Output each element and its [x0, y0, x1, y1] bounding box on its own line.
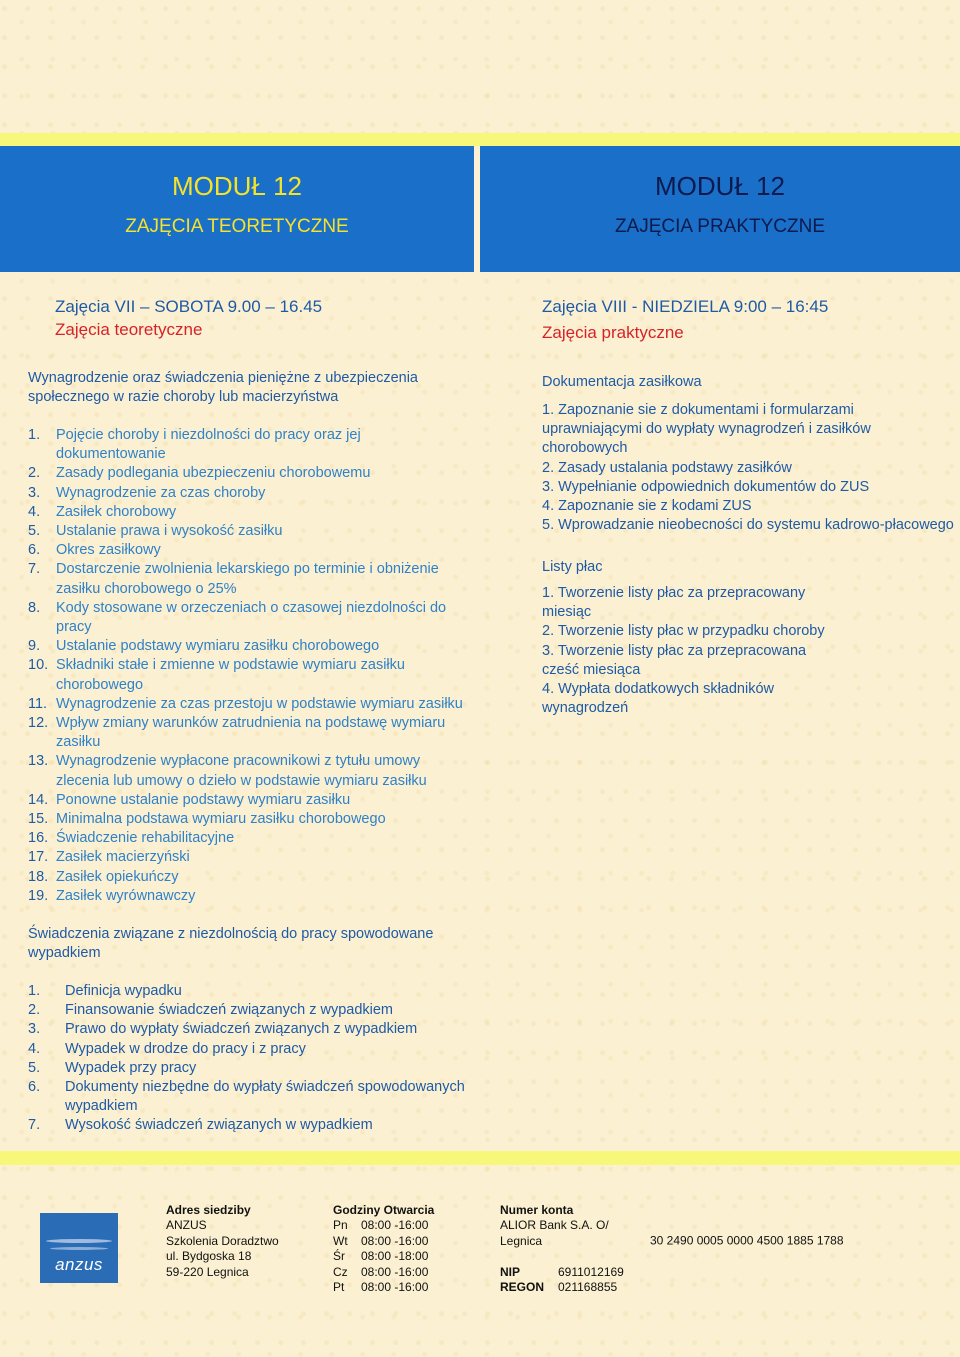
doc-topics-list: [542, 401, 954, 535]
payroll-section-title: Listy płac: [542, 559, 603, 575]
list-item: 4. Wypadek w drodze do pracy i z pracy: [28, 1040, 306, 1057]
hours-row: Śr 08:00 -18:00: [333, 1249, 429, 1264]
accident-title-line2: wypadkiem: [28, 945, 101, 961]
logo-wave-top: [46, 1239, 112, 1243]
list-item: 1. Zapoznanie sie z dokumentami i formularzami uprawniającymi do wypłaty wynagrodzeń i zasiłków chorobowych: [542, 402, 871, 457]
logo-wave-bottom: [50, 1247, 108, 1250]
list-item: 1. Definicja wypadku: [28, 983, 182, 999]
hours-row: Wt 08:00 -16:00: [333, 1233, 429, 1248]
list-item: 3. Tworzenie listy płac za przepracowana cześć miesiąca: [542, 642, 807, 678]
list-item: 2. Zasady podlegania ubezpieczeniu chorobowemu: [28, 465, 371, 482]
header-practice-title: MODUŁ 12: [654, 171, 786, 201]
list-item: 7. Dostarczenie zwolnienia lekarskiego po terminie i obniżenie zasiłku chorobowego o 25%: [28, 561, 439, 597]
header-theory: [0, 146, 474, 272]
left-session: Zajęcia VII – SOBOTA 9.00 – 16.45: [55, 297, 323, 316]
left-section-title-line2: społecznego w razie choroby lub macierzyństwa: [28, 389, 339, 405]
list-item: 2. Tworzenie listy płac w przypadku choroby: [542, 623, 825, 640]
hours-row: Pn 08:00 -16:00: [333, 1218, 429, 1233]
address-label: Adres siedziby: [166, 1203, 251, 1217]
footer-stripe: [0, 1151, 960, 1165]
list-item: 6. Okres zasiłkowy: [28, 542, 161, 559]
list-item: 3. Wynagrodzenie za czas choroby: [28, 484, 266, 501]
list-item: 13. Wynagrodzenie wypłacone pracownikowi z tytułu umowy zlecenia lub umowy o dzieło w podstawie wymiaru zasiłku: [28, 753, 427, 789]
left-section-title: [28, 369, 468, 407]
payroll-topics-list: [542, 584, 842, 718]
right-session: Zajęcia VIII - NIEDZIELA 9:00 – 16:45: [542, 297, 829, 316]
footer-hours: [333, 1203, 483, 1295]
account-label: Numer konta: [500, 1203, 574, 1217]
hours-label: Godziny Otwarcia: [333, 1203, 435, 1217]
header-practice: [480, 146, 960, 272]
account-row: ALIOR Bank S.A. O/ Legnica 30 2490 0005 0000 4500 1885 1788: [500, 1218, 844, 1248]
list-item: 5. Wypadek przy pracy: [28, 1059, 197, 1076]
header-theory-title: MODUŁ 12: [171, 171, 303, 201]
hours-row: Cz 08:00 -16:00: [333, 1264, 429, 1279]
list-item: 3. Wypełnianie odpowiednich dokumentów do ZUS: [542, 478, 870, 495]
list-item: 2. Zasady ustalania podstawy zasiłków: [542, 459, 792, 476]
header-theory-subtitle: ZAJĘCIA TEORETYCZNE: [125, 216, 349, 237]
list-item: 4. Zasiłek chorobowy: [28, 503, 177, 520]
doc-section-title: Dokumentacja zasiłkowa: [542, 374, 702, 390]
list-item: 9. Ustalanie podstawy wymiaru zasiłku chorobowego: [28, 638, 380, 655]
address-line: ANZUS: [166, 1218, 207, 1233]
list-item: 19. Zasiłek wyrównawczy: [28, 887, 196, 904]
logo-text: anzus: [55, 1255, 103, 1274]
list-item: 8. Kody stosowane w orzeczeniach o czasowej niezdolności do pracy: [28, 599, 447, 636]
left-type: Zajęcia teoretyczne: [55, 320, 203, 339]
accident-title-line1: Świadczenia związane z niezdolnością do pracy spowodowane: [28, 926, 434, 942]
header-practice-subtitle: ZAJĘCIA PRAKTYCZNE: [614, 216, 826, 237]
theory-topics-list: [28, 426, 468, 906]
anzus-logo: [40, 1213, 118, 1283]
list-item: 11. Wynagrodzenie za czas przestoju w podstawie wymiaru zasiłku: [28, 695, 463, 712]
footer-account: [500, 1203, 950, 1295]
list-item: 2. Finansowanie świadczeń związanych z wypadkiem: [28, 1002, 394, 1019]
list-item: 14. Ponowne ustalanie podstawy wymiaru zasiłku: [28, 791, 351, 808]
list-item: 5. Ustalanie prawa i wysokość zasiłku: [28, 523, 283, 540]
list-item: 1. Pojęcie choroby i niezdolności do pracy oraz jej dokumentowanie: [28, 427, 361, 463]
list-item: 10. Składniki stałe i zmienne w podstawie wymiaru zasiłku chorobowego: [28, 657, 405, 693]
list-item: 6. Dokumenty niezbędne do wypłaty świadczeń spowodowanych wypadkiem: [28, 1079, 465, 1115]
list-item: 4. Wypłata dodatkowych składników wynagrodzeń: [542, 681, 774, 717]
nip-row: NIP 6911012169: [500, 1264, 624, 1279]
list-item: 16. Świadczenie rehabilitacyjne: [28, 830, 235, 847]
list-item: 4. Zapoznanie sie z kodami ZUS: [542, 498, 752, 515]
list-item: 17. Zasiłek macierzyński: [28, 849, 190, 866]
list-item: 5. Wprowadzanie nieobecności do systemu kadrowo-płacowego: [542, 517, 954, 534]
list-item: 15. Minimalna podstawa wymiaru zasiłku chorobowego: [28, 811, 386, 828]
address-line: 59-220 Legnica: [166, 1264, 249, 1279]
accident-topics-list: [28, 982, 473, 1136]
footer-address: [166, 1203, 316, 1280]
list-item: 12. Wpływ zmiany warunków zatrudnienia na podstawę wymiaru zasiłku: [28, 715, 446, 751]
address-line: ul. Bydgoska 18: [166, 1249, 252, 1264]
list-item: 3. Prawo do wypłaty świadczeń związanych z wypadkiem: [28, 1021, 418, 1038]
list-item: 1. Tworzenie listy płac za przepracowany miesiąc: [542, 585, 806, 621]
list-item: 18. Zasiłek opiekuńczy: [28, 868, 179, 885]
hours-row: Pt 08:00 -16:00: [333, 1280, 429, 1295]
accident-section-title: [28, 925, 468, 963]
top-stripe: [0, 133, 960, 146]
left-section-title-line1: Wynagrodzenie oraz świadczenia pieniężne z ubezpieczenia: [28, 370, 418, 386]
address-line: Szkolenia Doradztwo: [166, 1233, 279, 1248]
list-item: 7. Wysokość świadczeń związanych w wypadkiem: [28, 1117, 373, 1134]
right-type: Zajęcia praktyczne: [542, 323, 684, 342]
regon-row: REGON 021168855: [500, 1280, 618, 1295]
